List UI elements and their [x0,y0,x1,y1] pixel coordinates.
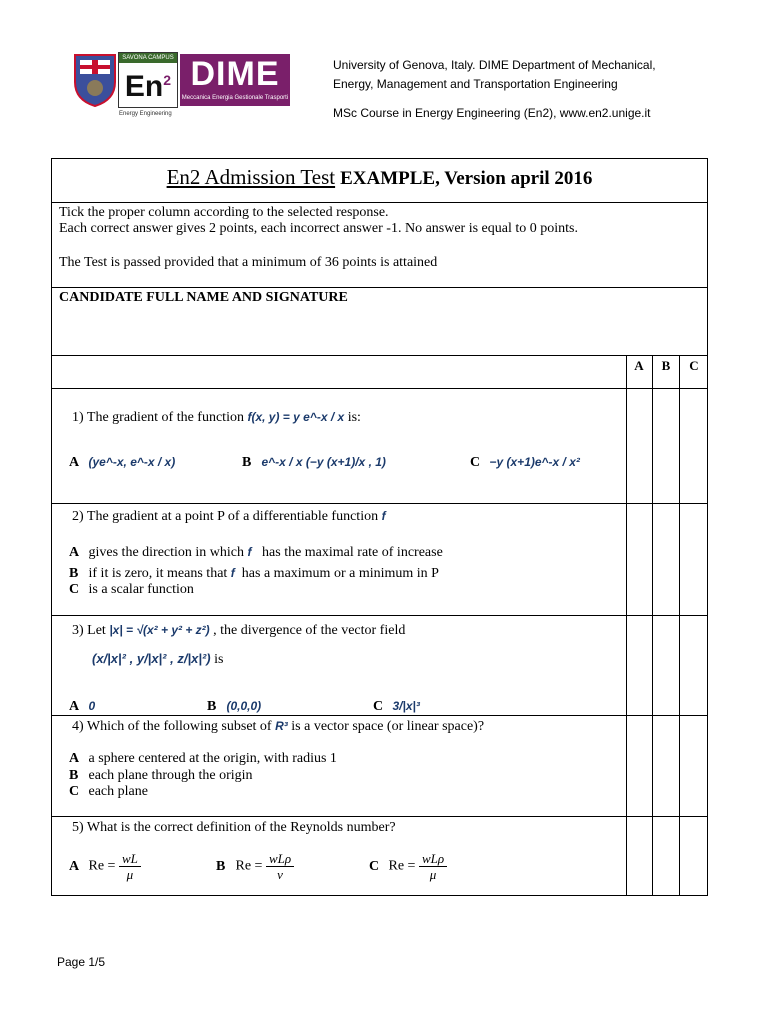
en2-logo [118,52,178,117]
answer-column-headers [52,356,707,389]
candidate-label: CANDIDATE FULL NAME AND SIGNATURE [59,290,348,305]
question-3-text: 3) Let |x| = √(x² + y² + z²) , the divergence of the vector field [72,623,406,638]
question-4-answer-a-checkbox[interactable] [626,716,653,816]
test-title [52,159,707,203]
question-1-answer-a-checkbox[interactable] [626,389,653,503]
question-2-text: 2) The gradient at a point P of a differentiable function f [72,509,386,524]
column-header-c: C [689,358,699,373]
question-1-answer-b-checkbox[interactable] [653,389,680,503]
question-2 [52,504,707,616]
university-line-2: Energy, Management and Transportation Engineering [333,77,618,91]
question-2-answer-b-checkbox[interactable] [653,504,680,615]
question-1-answer-c-checkbox[interactable] [680,389,708,503]
question-5-answer-c-checkbox[interactable] [680,817,708,895]
question-1-option-a: A (ye^-x, e^-x / x) [69,455,176,470]
question-1-option-c: C −y (x+1)e^-x / x² [470,455,580,470]
test-title-main: En2 Admission Test [166,165,336,189]
dime-logo-text: DIME [190,55,280,93]
question-3-answer-b-checkbox[interactable] [653,616,680,715]
page-header [0,0,768,140]
question-4-option-c: C each plane [69,784,148,799]
question-1 [52,389,707,504]
question-5-option-a: A Re = $\frac{wL}{\mu}$ [69,851,141,882]
instruction-line-1: Tick the proper column according to the selected response. [59,205,389,220]
dime-logo-caption: Meccanica Energia Gestionale Trasporti [181,95,289,101]
en2-logo-text: En$^2$ [124,70,172,103]
university-info [333,56,753,123]
test-instructions [52,203,707,288]
en2-logo-caption: Energy Engineering [119,111,172,117]
candidate-name-field[interactable] [52,288,707,356]
column-header-a: A [626,356,653,388]
question-5-option-c: C Re = wLρ μ [369,851,447,882]
question-3-option-a: A 0 [69,699,96,714]
university-shield-logo [72,52,118,108]
test-title-rest: EXAMPLE, Version april 2016 [340,168,593,189]
question-3-option-c: C 3/|x|³ [373,699,420,714]
question-5 [52,817,707,895]
question-3-answer-c-checkbox[interactable] [680,616,708,715]
question-2-answer-a-checkbox[interactable] [626,504,653,615]
instruction-line-2: Each correct answer gives 2 points, each incorrect answer -1. No answer is equal to 0 points. [59,221,578,236]
question-1-text: 1) The gradient of the function f(x, y) = y e^-x / x is: [72,410,361,425]
question-3-formula: |x| = √(x² + y² + z²) [109,623,210,637]
question-1-formula: f(x, y) = y e^-x / x [247,410,345,424]
question-3-vector-field: (x/|x|² , y/|x|² , z/|x|²) is [92,651,224,667]
question-5-text: 5) What is the correct definition of the Reynolds number? [72,820,396,835]
instruction-line-3: The Test is passed provided that a minimum of 36 points is attained [59,255,438,270]
en2-logo-top: SAVONA CAMPUS [119,53,177,63]
question-4 [52,716,707,817]
question-3-answer-a-checkbox[interactable] [626,616,653,715]
course-line: MSc Course in Energy Engineering (En2), www.en2.unige.it [333,106,651,120]
question-5-answer-b-checkbox[interactable] [653,817,680,895]
question-2-answer-c-checkbox[interactable] [680,504,708,615]
question-2-option-c: C is a scalar function [69,582,194,597]
question-5-option-b: B Re = wLρ ν [216,851,294,882]
column-header-b: B [653,356,680,388]
question-1-option-b: B e^-x / x (−y (x+1)/x , 1) [242,455,386,470]
question-5-answer-a-checkbox[interactable] [626,817,653,895]
question-4-answer-b-checkbox[interactable] [653,716,680,816]
question-3 [52,616,707,716]
question-4-option-b: B each plane through the origin [69,768,253,783]
dime-logo [180,54,290,106]
page-number: Page 1/5 [57,955,106,969]
question-4-answer-c-checkbox[interactable] [680,716,708,816]
question-4-text: 4) Which of the following subset of R³ is a vector space (or linear space)? [72,719,485,734]
question-2-option-a: A gives the direction in which f has the maximal rate of increase [69,545,443,560]
question-3-option-b: B (0,0,0) [207,699,262,714]
university-line-1: University of Genova, Italy. DIME Department of Mechanical, [333,58,656,72]
test-table [51,158,708,896]
question-2-option-b: B if it is zero, it means that f has a maximum or a minimum in P [69,566,439,581]
question-4-option-a: A a sphere centered at the origin, with radius 1 [69,751,337,766]
